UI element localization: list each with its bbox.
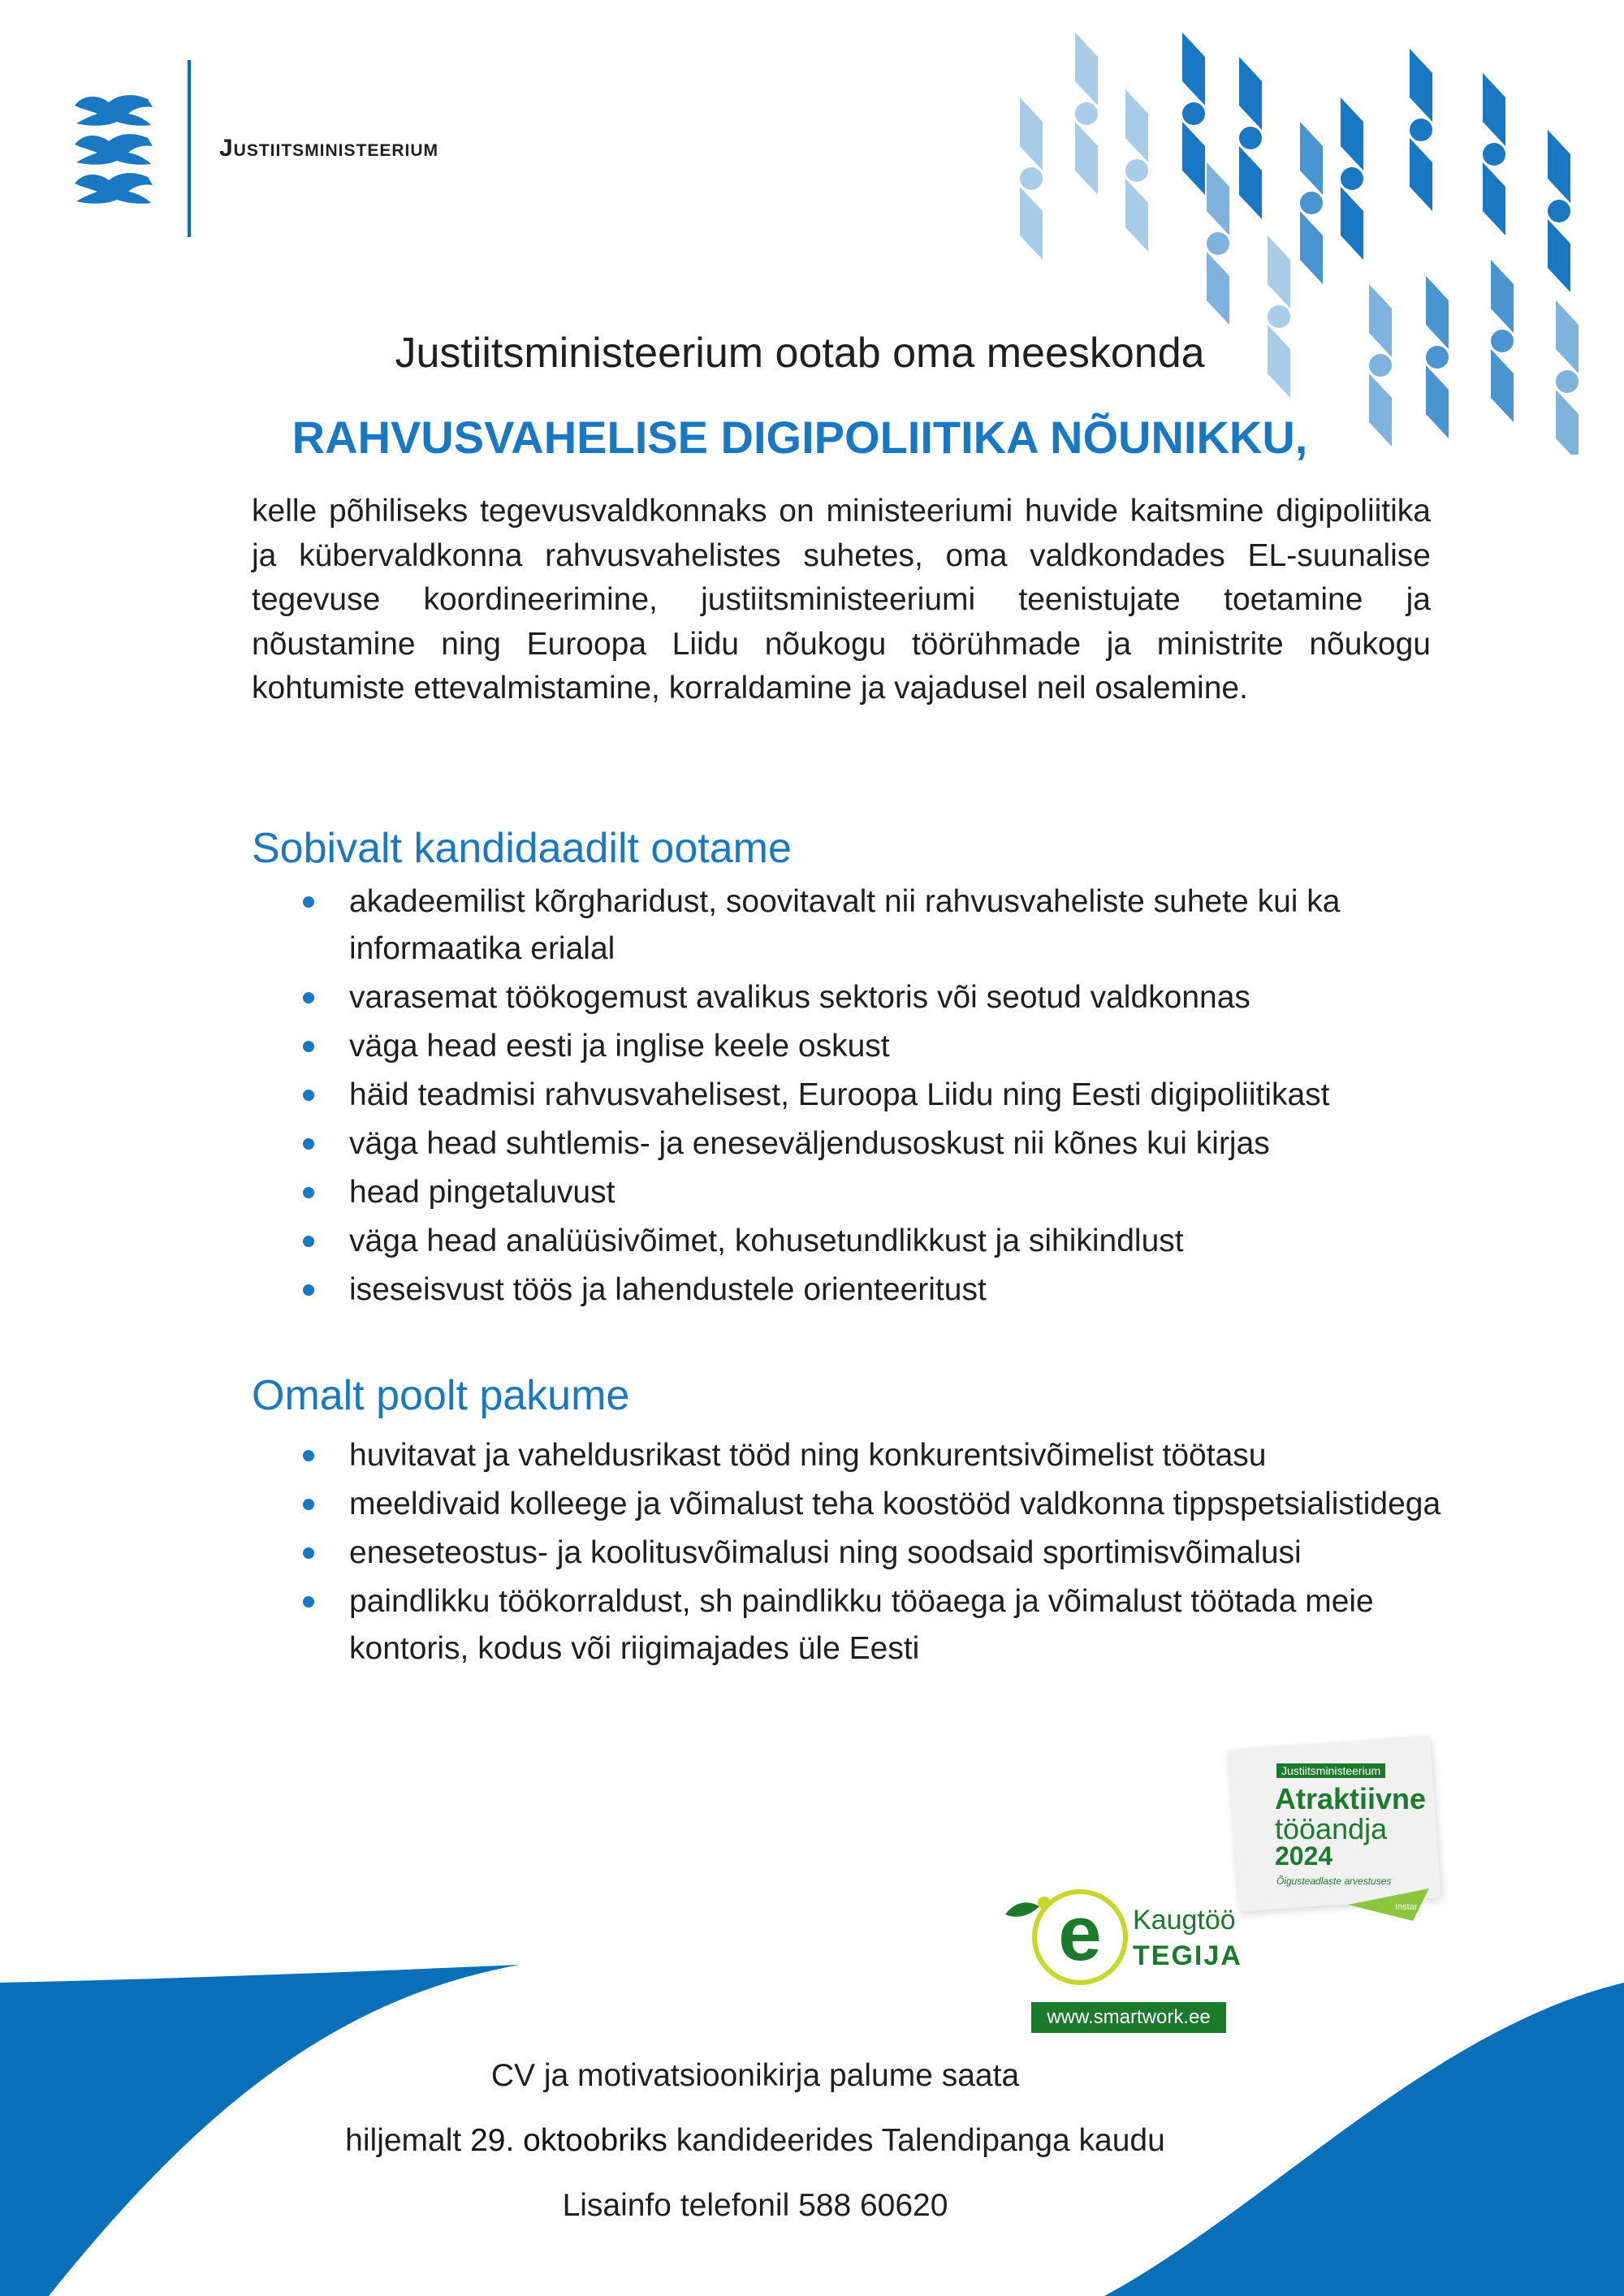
list-item-text: varasemat töökogemust avalikus sektoris või seotud valdkonnas <box>349 980 1250 1015</box>
pattern-ribbon <box>1491 260 1514 333</box>
intro-line: Justiitsministeerium ootab oma meeskonda <box>395 330 1205 377</box>
smartwork-badge <box>999 1882 1242 2036</box>
footer-phone-line: Lisainfo telefonil 588 60620 <box>562 2188 948 2223</box>
pattern-dot <box>1548 200 1570 222</box>
list-item <box>252 1072 1453 1119</box>
smartwork-e-icon <box>999 1882 1129 2004</box>
instar-logo <box>1348 1888 1429 1921</box>
requirements-title: Sobivalt kandidaadilt ootame <box>252 825 792 872</box>
bullet-icon <box>303 1596 314 1608</box>
bullet-icon <box>303 1187 314 1198</box>
list-item-text: väga head analüüsivõimet, kohusetundlikkust ja sihikindlust <box>349 1224 1184 1258</box>
bullet-icon <box>303 1499 314 1510</box>
list-item <box>252 878 1453 973</box>
pattern-ribbon <box>1548 219 1570 292</box>
coat-of-arms-logo <box>68 88 159 208</box>
list-item <box>252 1578 1453 1672</box>
pattern-ribbon <box>1020 187 1043 260</box>
list-item-text: paindlikku töökorraldust, sh paindlikku tööaega ja võimalust töötada meie kontoris, kodus või riigimajades üle Eesti <box>349 1584 1374 1666</box>
pattern-ribbon <box>1410 138 1432 211</box>
pattern-ribbon <box>1207 162 1229 235</box>
instar-text: Instar <box>1395 1902 1418 1912</box>
bullet-icon <box>303 1547 314 1559</box>
list-item <box>252 1169 1453 1216</box>
bullet-icon <box>303 1284 314 1296</box>
pattern-ribbon <box>1182 32 1205 106</box>
position-description: kelle põhiliseks tegevusvaldkonnaks on ministeeriumi huvide kaitsmine digipoliitika ja kübervaldkonna rahvusvahelistes suhetes, oma valdkondades EL-suunalise tegevuse koordineerimine, justiitsministeeriumi teenistujate toetamine ja nõustamine ning Euroopa Liidu nõukogu töörühmade ja ministrite nõukogu kohtumiste ettevalmistamine, korraldamine ja vajadusel neil osalemine. <box>252 494 1431 706</box>
list-item <box>252 974 1453 1021</box>
pattern-ribbon <box>1239 57 1262 130</box>
pattern-ribbon <box>1239 146 1262 219</box>
award-year: 2024 <box>1275 1841 1333 1871</box>
list-item-text: häid teadmisi rahvusvahelisest, Euroopa Liidu ning Eesti digipoliitikast <box>349 1077 1330 1112</box>
list-item <box>252 1218 1453 1265</box>
pattern-ribbon <box>1182 122 1205 195</box>
list-item-text: meeldivaid kolleege ja võimalust teha koostööd valdkonna tippspetsialistidega <box>349 1487 1441 1521</box>
list-item <box>252 1432 1453 1479</box>
pattern-ribbon <box>1125 89 1148 162</box>
smartwork-label-2: TEGIJA <box>1133 1940 1242 1971</box>
list-item-text: väga head suhtlemis- ja eneseväljendusoskust nii kõnes kui kirjas <box>349 1126 1270 1161</box>
pattern-dot <box>1207 232 1229 255</box>
bullet-icon <box>303 1450 314 1461</box>
offer-title: Omalt poolt pakume <box>252 1372 630 1419</box>
position-title: RAHVUSVAHELISE DIGIPOLIITIKA NÕUNIKKU, <box>292 412 1308 463</box>
footer-deadline-prefix: hiljemalt <box>345 2123 471 2158</box>
pattern-dot <box>1300 192 1323 214</box>
pattern-ribbon <box>1300 211 1323 284</box>
pattern-dot <box>1341 167 1363 190</box>
attractive-employer-badge <box>1218 1721 1494 1940</box>
list-item-text: akadeemilist kõrgharidust, soovitavalt nii rahvusvaheliste suhete kui ka informaatika erialal <box>349 884 1341 966</box>
list-item <box>252 1267 1453 1314</box>
pattern-dot <box>1182 102 1205 125</box>
pattern-ribbon <box>1410 49 1432 122</box>
decorative-pattern <box>999 16 1624 455</box>
pattern-ribbon <box>1020 97 1043 170</box>
bullet-icon <box>303 896 314 908</box>
pattern-dot <box>1125 159 1148 182</box>
award-line-1: Atraktiivne <box>1275 1782 1427 1815</box>
pattern-ribbon <box>1300 122 1323 195</box>
bullet-icon <box>303 1138 314 1150</box>
offer-list <box>252 1432 1453 1674</box>
footer-deadline-date: 29. oktoobriks <box>470 2123 667 2158</box>
pattern-dot <box>1483 143 1505 166</box>
pattern-dot <box>1268 305 1290 328</box>
svg-text:e: e <box>1058 1890 1102 1977</box>
pattern-ribbon <box>1207 252 1229 325</box>
bullet-icon <box>303 1090 314 1101</box>
pattern-dot <box>1410 119 1432 141</box>
pattern-ribbon <box>1268 235 1290 309</box>
pattern-ribbon <box>1075 122 1098 195</box>
pattern-ribbon <box>1483 162 1505 235</box>
list-item <box>252 1481 1453 1528</box>
award-subtitle: Õigusteadlaste arvestuses <box>1276 1875 1392 1887</box>
requirements-list <box>252 878 1453 1315</box>
pattern-ribbon <box>1341 187 1363 260</box>
pattern-dot <box>1020 167 1043 190</box>
list-item <box>252 1530 1453 1577</box>
smartwork-url: www.smartwork.ee <box>1031 2002 1226 2033</box>
pattern-ribbon <box>1125 179 1148 252</box>
footer-cv-line: CV ja motivatsioonikirja palume saata <box>490 2058 1020 2093</box>
list-item <box>252 1120 1453 1167</box>
logo-divider <box>188 60 191 237</box>
award-tag: Justiitsministeerium <box>1276 1763 1385 1778</box>
pattern-dot <box>1075 102 1098 125</box>
award-line-2: tööandja <box>1275 1812 1388 1845</box>
pattern-ribbon <box>1548 130 1570 203</box>
bullet-icon <box>303 1041 314 1052</box>
bullet-icon <box>303 992 314 1003</box>
list-item-text: eneseteostus- ja koolitusvõimalusi ning soodsaid sportimisvõimalusi <box>349 1535 1302 1570</box>
ministry-name: Justiitsministeerium <box>219 135 439 162</box>
bullet-icon <box>303 1236 314 1247</box>
list-item-text: head pingetaluvust <box>349 1175 615 1210</box>
pattern-ribbon <box>1483 73 1505 146</box>
footer-deadline-line <box>0 2123 1510 2159</box>
list-item-text: iseseisvust töös ja lahendustele orienteeritust <box>349 1272 987 1307</box>
list-item-text: väga head eesti ja inglise keele oskust <box>349 1029 890 1064</box>
pattern-ribbon <box>1341 97 1363 170</box>
pattern-ribbon <box>1075 32 1098 106</box>
pattern-dot <box>1239 127 1262 149</box>
list-item <box>252 1023 1453 1070</box>
list-item-text: huvitavat ja vaheldusrikast tööd ning konkurentsivõimelist töötasu <box>349 1438 1267 1473</box>
footer-deadline-suffix: kandideerides Talendipanga kaudu <box>667 2123 1165 2158</box>
smartwork-label-1: Kaugtöö <box>1133 1905 1236 1936</box>
